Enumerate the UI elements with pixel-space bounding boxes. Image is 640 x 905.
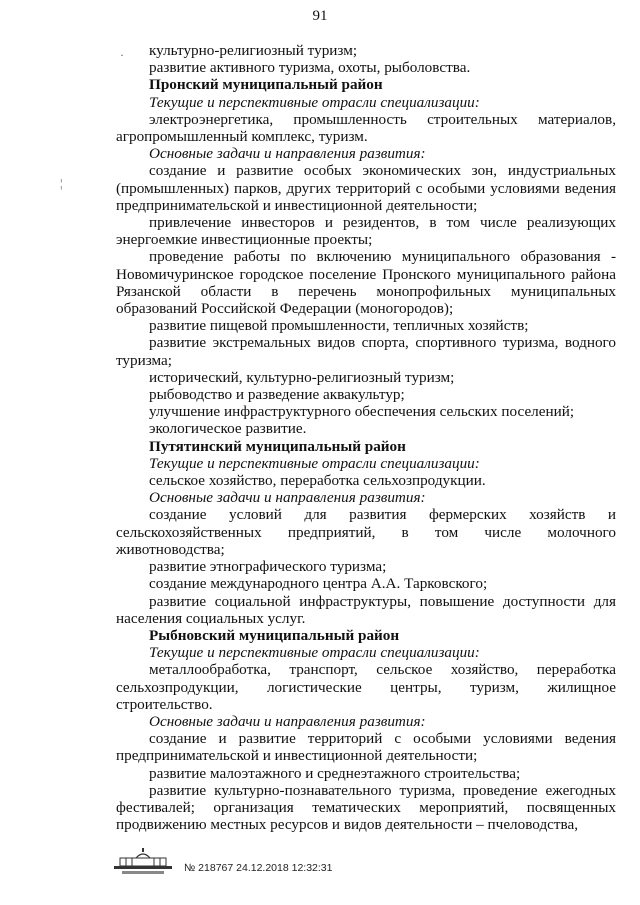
paragraph: создание и развитие территорий с особыми условиями ведения предпринимательской и инвестиционной деятельности; bbox=[116, 730, 616, 765]
document-body bbox=[116, 42, 616, 833]
paragraph: создание международного центра А.А. Тарковского; bbox=[149, 575, 488, 593]
page-number: 91 bbox=[312, 8, 328, 24]
section-heading: Пронский муниципальный район bbox=[149, 76, 383, 94]
subsection-label: Текущие и перспективные отрасли специализации: bbox=[149, 644, 480, 662]
paragraph: привлечение инвесторов и резидентов, в том числе реализующих энергоемкие инвестиционные проекты; bbox=[116, 214, 616, 249]
subsection-label: Основные задачи и направления развития: bbox=[149, 145, 426, 163]
paragraph: культурно-религиозный туризм; bbox=[149, 42, 358, 59]
paragraph: развитие социальной инфраструктуры, повышение доступности для населения социальных услуг. bbox=[116, 592, 616, 627]
paragraph: проведение работы по включению муниципального образования - Новомичуринское городское поселение Пронского муниципального района Рязанской области в перечень монопрофильных муниципальных образований Российской Федерации (моногородов); bbox=[116, 248, 616, 318]
paragraph: развитие пищевой промышленности, тепличных хозяйств; bbox=[149, 317, 529, 335]
subsection-label: Основные задачи и направления развития: bbox=[149, 712, 426, 730]
paragraph: развитие этнографического туризма; bbox=[149, 558, 387, 576]
margin-mark: · bbox=[120, 48, 124, 62]
paragraph: металлообработка, транспорт, сельское хозяйство, переработка сельхозпродукции, логистические центры, туризм, жилищное строительство. bbox=[116, 661, 616, 713]
paragraph: развитие культурно-познавательного туризма, проведение ежегодных фестивалей; организация тематических мероприятий, посвященных продвижению местных ресурсов и видов деятельности – пчеловодства, bbox=[116, 781, 616, 834]
paragraph: развитие малоэтажного и среднеэтажного строительства; bbox=[149, 764, 521, 782]
section-heading: Рыбновский муниципальный район bbox=[149, 626, 400, 644]
document-stamp: № 218767 24.12.2018 12:32:31 bbox=[184, 862, 333, 874]
subsection-label: Основные задачи и направления развития: bbox=[149, 489, 426, 507]
margin-mark: ¦ bbox=[60, 176, 63, 190]
paragraph: создание условий для развития фермерских хозяйств и сельскохозяйственных предприятий, в том числе молочного животноводства; bbox=[116, 506, 616, 558]
paragraph: экологическое развитие. bbox=[149, 420, 307, 438]
subsection-label: Текущие и перспективные отрасли специализации: bbox=[149, 93, 480, 111]
section-heading: Путятинский муниципальный район bbox=[149, 437, 406, 455]
subsection-label: Текущие и перспективные отрасли специализации: bbox=[149, 454, 480, 472]
paragraph: рыбоводство и разведение аквакультур; bbox=[149, 386, 405, 404]
paragraph: создание и развитие особых экономических зон, индустриальных (промышленных) парков, других территорий с особыми условиями ведения предпринимательской и инвестиционной деятельности; bbox=[116, 162, 616, 214]
paragraph: развитие активного туризма, охоты, рыболовства. bbox=[149, 59, 471, 77]
paragraph: электроэнергетика, промышленность строительных материалов, агропромышленный комплекс, туризм. bbox=[116, 110, 616, 146]
paragraph: улучшение инфраструктурного обеспечения сельских поселений; bbox=[149, 403, 575, 421]
paragraph: развитие экстремальных видов спорта, спортивного туризма, водного туризма; bbox=[116, 334, 616, 369]
government-building-icon bbox=[112, 848, 174, 876]
paragraph: исторический, культурно-религиозный туризм; bbox=[149, 368, 455, 386]
paragraph: сельское хозяйство, переработка сельхозпродукции. bbox=[149, 472, 486, 490]
